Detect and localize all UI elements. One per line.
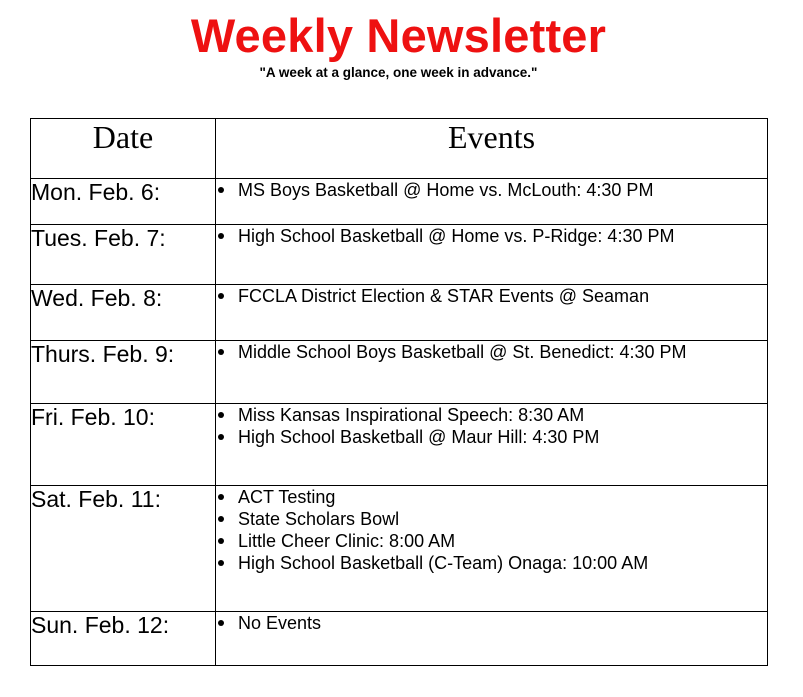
day-date: Wed. Feb. 8: [31,285,216,341]
event-item [216,426,767,448]
bullet-icon [218,233,224,239]
event-text: FCCLA District Election & STAR Events @ Seaman [238,286,650,306]
day-events [216,404,768,486]
event-item [216,552,767,574]
event-text: High School Basketball @ Maur Hill: 4:30 PM [238,427,600,447]
event-text: MS Boys Basketball @ Home vs. McLouth: 4:30 PM [238,180,654,200]
bullet-icon [218,560,224,566]
day-events [216,179,768,225]
event-text: No Events [238,613,322,633]
date-column-header: Date [31,119,216,179]
event-text: Middle School Boys Basketball @ St. Benedict: 4:30 PM [238,342,687,362]
events-column-header: Events [216,119,768,179]
table-row [31,612,768,666]
header-row [31,119,768,179]
day-events [216,285,768,341]
table-row [31,225,768,285]
day-events [216,612,768,666]
event-item [216,530,767,552]
table-row [31,404,768,486]
table-row [31,285,768,341]
event-text: Miss Kansas Inspirational Speech: 8:30 AM [238,405,585,425]
day-events [216,486,768,612]
table-row [31,486,768,612]
bullet-icon [218,187,224,193]
bullet-icon [218,293,224,299]
event-text: High School Basketball @ Home vs. P-Ridge: 4:30 PM [238,226,675,246]
bullet-icon [218,412,224,418]
day-events [216,341,768,404]
bullet-icon [218,516,224,522]
day-date: Tues. Feb. 7: [31,225,216,285]
event-text: ACT Testing [238,487,336,507]
bullet-icon [218,620,224,626]
bullet-icon [218,349,224,355]
event-item [216,612,767,634]
bullet-icon [218,434,224,440]
event-text: High School Basketball (C-Team) Onaga: 10:00 AM [238,553,649,573]
bullet-icon [218,538,224,544]
day-date: Sun. Feb. 12: [31,612,216,666]
day-date: Fri. Feb. 10: [31,404,216,486]
table-row [31,341,768,404]
event-item [216,508,767,530]
day-date: Sat. Feb. 11: [31,486,216,612]
event-item [216,225,767,247]
day-date: Mon. Feb. 6: [31,179,216,225]
day-events [216,225,768,285]
newsletter-title: Weekly Newsletter [190,9,607,62]
event-item [216,285,767,307]
event-item [216,404,767,426]
events-table [30,118,768,666]
day-date: Thurs. Feb. 9: [31,341,216,404]
event-item [216,179,767,201]
event-text: State Scholars Bowl [238,509,400,529]
event-item [216,486,767,508]
newsletter-subtitle: "A week at a glance, one week in advance." [259,65,538,80]
event-item [216,341,767,363]
event-text: Little Cheer Clinic: 8:00 AM [238,531,456,551]
bullet-icon [218,494,224,500]
table-row [31,179,768,225]
